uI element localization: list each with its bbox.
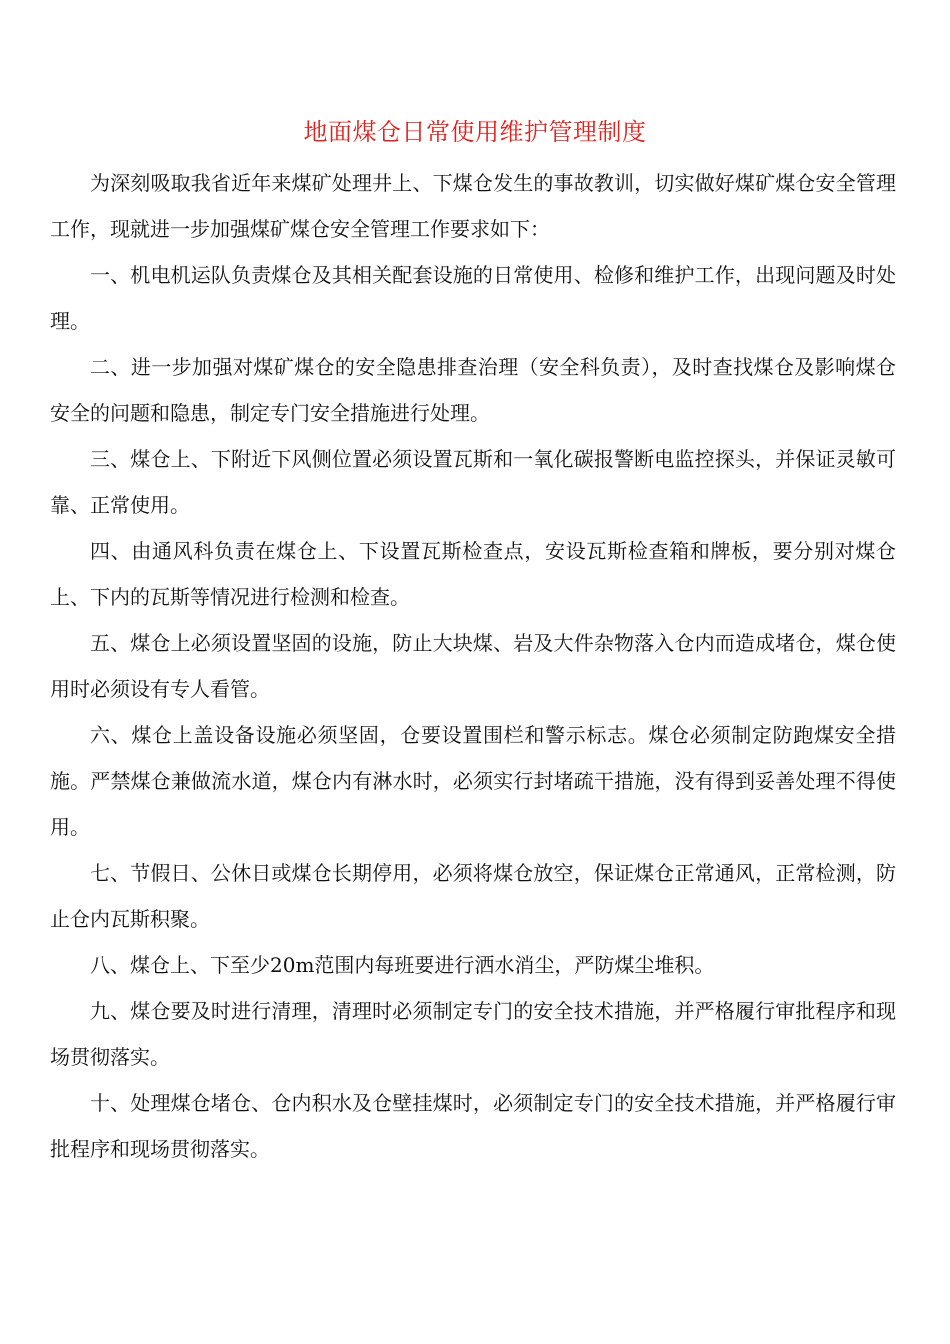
clause-paragraph: 一、机电机运队负责煤仓及其相关配套设施的日常使用、检修和维护工作，出现问题及时处理。: [50, 263, 896, 333]
clause-paragraph: 三、煤仓上、下附近下风侧位置必须设置瓦斯和一氧化碳报警断电监控探头，并保证灵敏可靠、正常使用。: [50, 447, 896, 517]
document-title: 地面煤仓日常使用维护管理制度: [303, 118, 647, 146]
clause-paragraph: 二、进一步加强对煤矿煤仓的安全隐患排查治理（安全科负责），及时查找煤仓及影响煤仓安全的问题和隐患，制定专门安全措施进行处理。: [50, 355, 896, 425]
intro-paragraph: 为深刻吸取我省近年来煤矿处理井上、下煤仓发生的事故教训，切实做好煤矿煤仓安全管理工作，现就进一步加强煤矿煤仓安全管理工作要求如下：: [50, 171, 896, 241]
clause-paragraph: 四、由通风科负责在煤仓上、下设置瓦斯检查点，安设瓦斯检查箱和牌板，要分别对煤仓上、下内的瓦斯等情况进行检测和检查。: [50, 539, 896, 609]
clause-paragraph: 六、煤仓上盖设备设施必须坚固，仓要设置围栏和警示标志。煤仓必须制定防跑煤安全措施。严禁煤仓兼做流水道，煤仓内有淋水时，必须实行封堵疏干措施，没有得到妥善处理不得使用。: [50, 723, 896, 839]
clause-paragraph: 八、煤仓上、下至少20m范围内每班要进行洒水消尘，严防煤尘堆积。: [90, 953, 715, 977]
clause-paragraph: 五、煤仓上必须设置坚固的设施，防止大块煤、岩及大件杂物落入仓内而造成堵仓，煤仓使用时必须设有专人看管。: [50, 631, 896, 701]
clause-paragraph: 七、节假日、公休日或煤仓长期停用，必须将煤仓放空，保证煤仓正常通风，正常检测，防止仓内瓦斯积聚。: [50, 861, 896, 931]
clause-paragraph: 九、煤仓要及时进行清理，清理时必须制定专门的安全技术措施，并严格履行审批程序和现场贯彻落实。: [50, 999, 896, 1069]
document-body: [50, 160, 896, 1172]
clause-paragraph: 十、处理煤仓堵仓、仓内积水及仓壁挂煤时，必须制定专门的安全技术措施，并严格履行审批程序和现场贯彻落实。: [50, 1091, 896, 1161]
